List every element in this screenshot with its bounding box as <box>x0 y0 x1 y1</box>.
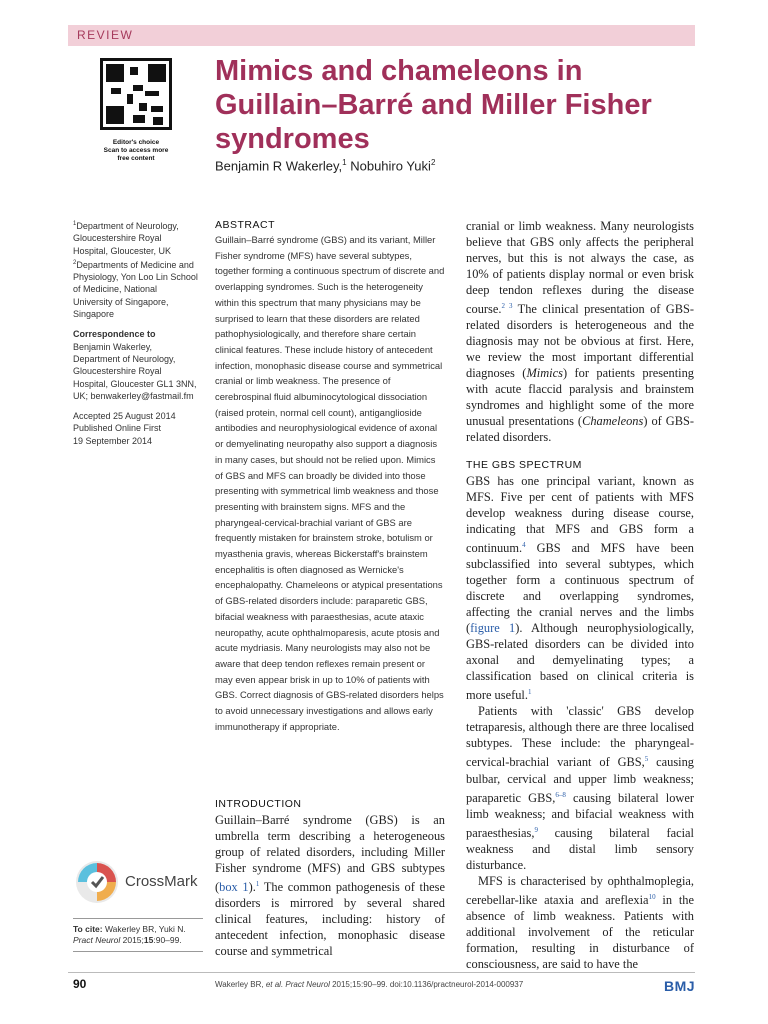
qr-caption-line: Editor's choice <box>112 139 160 146</box>
section-heading: THE GBS SPECTRUM <box>466 459 582 472</box>
intro-paragraph <box>215 812 445 959</box>
author-sup: 1 <box>342 158 347 167</box>
text-run: 2015;15:90–99. doi:10.1136/practneurol-2014-000937 <box>329 980 524 989</box>
text-run: ). Although neurophysiologically, GBS-related disorders can be divided into axonal and demyelinating types; a classification based on clinical criteria is more useful. <box>466 621 694 703</box>
ref-link[interactable]: 5 <box>644 755 649 764</box>
text-run: GBS and MFS have been subclassified into several subtypes, which together form a continuous spectrum of discrete and overlapping syndromes, affecting the cranial nerves and the limbs ( <box>466 541 694 636</box>
body-paragraph <box>466 218 694 445</box>
author-name: Nobuhiro Yuki <box>346 158 431 174</box>
citation-box <box>73 918 203 952</box>
text-run: Mimics <box>526 366 563 381</box>
text-run: Patients with 'classic' GBS develop tetraparesis, although there are three localised subtypes. These include: the pharyngeal-cervical-brachial variant of GBS, <box>466 704 694 770</box>
text-run: MFS is characterised by ophthalmoplegia, cerebellar-like ataxia and areflexia <box>466 873 694 907</box>
bmj-logo[interactable]: BMJ <box>664 978 696 994</box>
ref-link[interactable]: 10 <box>648 892 656 901</box>
author-sup: 2 <box>430 158 436 167</box>
text-run: GBS has one principal variant, known as MFS. Five per cent of patients with MFS develop weakness during disease course, indicating that MFS and GBS form a continuum. <box>466 474 694 556</box>
affiliation <box>73 257 198 320</box>
author-list <box>215 158 435 173</box>
author-name: Benjamin R Wakerley, <box>215 158 343 174</box>
text-run: causing bilateral facial weakness and distal limb sensory disturbance. <box>466 825 694 872</box>
published-label: Published Online First <box>73 423 162 434</box>
qr-caption-line: free content <box>117 155 155 162</box>
correspondence-heading: Correspondence to <box>73 329 156 340</box>
text-run: causing bilateral lower limb weakness; and bifacial weakness with paraesthesias, <box>466 790 694 840</box>
text-run: in the absence of limb weakness. Patients with additional involvement of the reticular formation, resulting in disturbance of consciousness, are said to have the <box>466 892 694 971</box>
text-run: The clinical presentation of GBS-related disorders is heterogeneous and the diagnosis may not be obvious at first. Here, we review the most important differential diagnoses ( <box>466 302 695 381</box>
text-run: ). <box>248 880 256 895</box>
abstract <box>215 218 445 735</box>
affiliation-sup: 1 <box>73 221 77 227</box>
footer-divider <box>68 972 695 973</box>
text-run: causing bulbar, cervical and upper limb weakness; paraparetic GBS, <box>466 755 695 805</box>
text-run: ) for patients presenting with acute flaccid paralysis and brainstem syndromes and highlight some of the more unusual presentations ( <box>466 366 695 429</box>
affiliation-sup: 2 <box>73 259 77 266</box>
crossmark-icon <box>75 860 119 904</box>
box-link[interactable]: box 1 <box>219 880 249 895</box>
text-run: ) of GBS-related disorders. <box>466 414 695 445</box>
article-sidebar <box>73 218 198 447</box>
text-run: cranial or limb weakness. Many neurologists believe that GBS only affects the peripheral nerves, but this is not always the case, as 10% of patients display normal or even brisk deep tendon reflexes during the disease course. <box>466 219 694 317</box>
body-paragraph <box>466 703 694 872</box>
ref-link[interactable]: 2 3 <box>501 302 513 310</box>
qr-code[interactable] <box>100 58 172 130</box>
ref-link[interactable]: 9 <box>534 825 538 834</box>
crossmark-label: CrossMark <box>125 873 198 890</box>
ref-link[interactable]: 1 <box>527 688 532 697</box>
figure-link[interactable]: figure 1 <box>470 621 516 636</box>
abstract-heading: ABSTRACT <box>215 219 276 231</box>
affiliation <box>73 218 198 257</box>
text-run: The common pathogenesis of these disorders is mirrored by several shared clinical features, including: history of antecedent infection, monophasic disease course and symmetrical <box>215 880 445 959</box>
abstract-text: Guillain–Barré syndrome (GBS) and its variant, Miller Fisher syndrome (MFS) have several subtypes, together forming a continuous spectrum of discrete and overlapping syndromes. Such is the heterogeneity within this spectrum that many physicians may be surprised to learn that these disorders are related pathophysiologically, and therefore share certain clinical features. These include history of antecedent infection, monophasic disease course and symmetrical cranial or limb weakness. The presence of cerebrospinal fluid albuminocytological dissociation (raised protein, normal cell count), antiganglioside antibodies and neurophysiological evidence of axonal or demyelinating neuropathy also support a diagnosis in many cases, but should not be relied upon. Mimics of GBS and MFS can broadly be divided into those presenting with symmetrical limb weakness and those presenting with brainstem signs. MFS and the pharyngeal-cervical-brachial variant of GBS are frequently mistaken for brainstem stroke, botulism or myasthenia gravis, whereas Bickerstaff's brainstem encephalitis is often diagnosed as Wernicke's encephalopathy. Chameleons or atypical presentations of GBS-related disorders include: paraparetic GBS, bifacial weakness with paraesthesias, acute ataxic neuropathy, acute ophthalmoparesis, acute ptosis and acute mydriasis. Many neurologists may also not be aware that deep tendon reflexes remain present or may even appear brisk in up to 10% of patients with GBS. Correct diagnosis of GBS-related disorders helps to avoid unnecessary investigations and allows early immunotherapy if appropriate. <box>215 234 445 732</box>
text-run: Chameleons <box>582 414 644 429</box>
footer-citation <box>215 980 523 989</box>
article-title: Mimics and chameleons in Guillain–Barré and Miller Fisher syndromes <box>215 55 652 155</box>
text-run: Wakerley BR, <box>215 980 266 989</box>
text-run: Guillain–Barré syndrome (GBS) is an umbrella term describing a heterogeneous group of related disorders, including Miller Fisher syndrome (MFS) and GBS subtypes ( <box>215 813 445 895</box>
ref-link[interactable]: 1 <box>255 880 260 888</box>
section-bar <box>68 25 695 46</box>
crossmark-badge[interactable] <box>75 858 205 908</box>
text-run: :90–99. <box>153 935 182 945</box>
section-label: REVIEW <box>77 28 134 42</box>
intro-heading: INTRODUCTION <box>215 798 302 810</box>
qr-caption-line: Scan to access more <box>103 147 169 154</box>
accepted-date: Accepted 25 August 2014 <box>73 411 176 422</box>
body-paragraph <box>466 473 694 703</box>
affiliation-text: Department of Neurology, Gloucestershire Royal Hospital, Gloucester, UK <box>73 221 179 256</box>
body-paragraph <box>466 873 694 972</box>
text-run: et al. Pract Neurol <box>265 980 330 989</box>
correspondence-text: Benjamin Wakerley, Department of Neurology, Gloucestershire Royal Hospital, Gloucester GL1 3NN, UK; benwakerley@fastmail.fm <box>73 341 197 401</box>
text-run: Wakerley BR, Yuki N. <box>102 924 186 934</box>
body-column-right <box>466 218 694 972</box>
ref-link[interactable]: 4 <box>522 541 526 550</box>
text-run: 15 <box>143 935 154 945</box>
introduction <box>215 796 445 959</box>
qr-caption <box>92 139 180 163</box>
text-run: Pract Neurol <box>73 935 121 945</box>
text-run: 2015; <box>120 935 144 945</box>
page-number: 90 <box>73 977 87 991</box>
citation-label: To cite: <box>73 924 103 934</box>
published-date: 19 September 2014 <box>73 435 153 446</box>
ref-link[interactable]: 6–8 <box>555 790 566 799</box>
affiliation-text: Departments of Medicine and Physiology, Yon Loo Lin School of Medicine, National University of Singapore, Singapore <box>73 259 198 320</box>
